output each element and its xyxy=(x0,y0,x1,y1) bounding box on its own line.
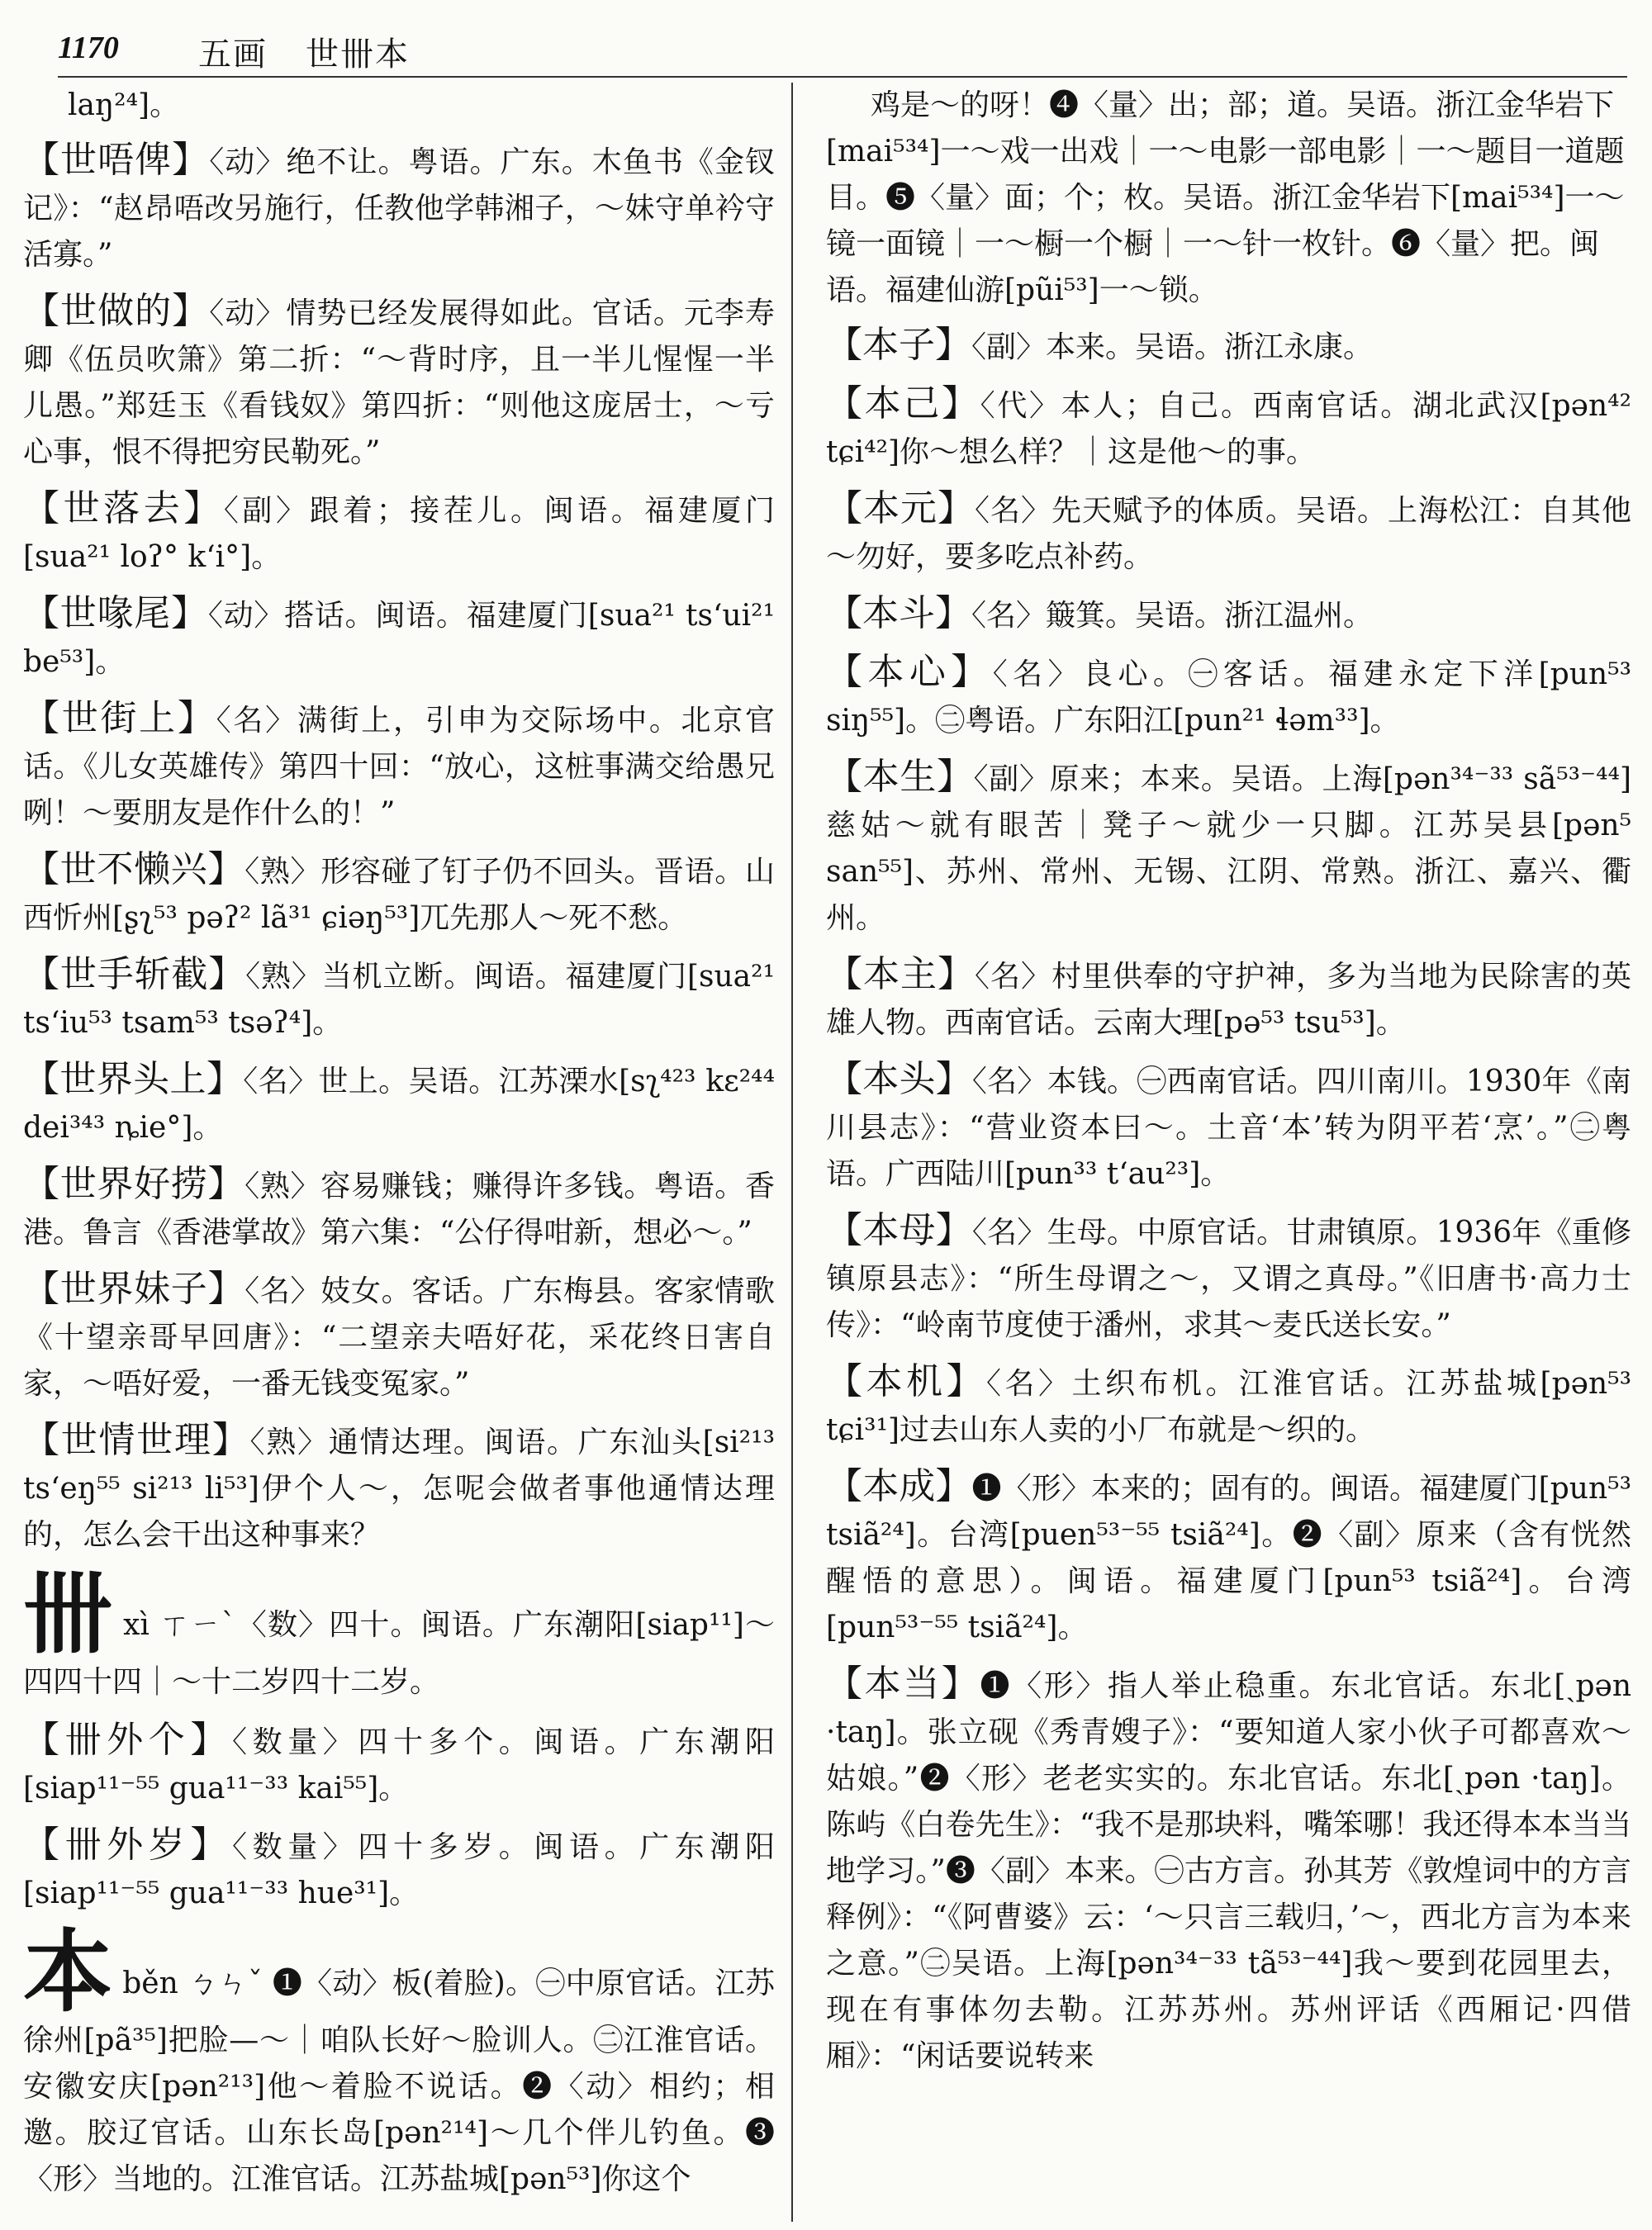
dictionary-entry xyxy=(23,1161,775,1256)
dictionary-entry xyxy=(23,951,775,1046)
dictionary-entry xyxy=(23,288,775,476)
definition-text: 〈数量〉四十多个。闽语。广东潮阳[siap¹¹⁻⁵⁵ gua¹¹⁻³³ kai⁵⁵]。 xyxy=(23,1725,775,1805)
dictionary-entry xyxy=(23,1056,775,1151)
dictionary-entry xyxy=(826,591,1631,639)
definition-text: 〈名〉良心。㊀客话。福建永定下洋[pun⁵³ siŋ⁵⁵]。㊁粤语。广东阳江[pun²¹ ɬəm³³]。 xyxy=(826,657,1631,738)
dictionary-entry xyxy=(23,486,775,581)
dictionary-entry xyxy=(826,1208,1631,1349)
headword: 【世街上】 xyxy=(23,697,216,739)
definition-text: 〈动〉搭话。闽语。福建厦门[sua²¹ tsʻui²¹ be⁵³]。 xyxy=(23,599,775,679)
headword: 【世界妹子】 xyxy=(23,1268,245,1310)
column-divider xyxy=(791,83,793,2222)
dictionary-entry xyxy=(23,137,775,278)
headword: 【世界头上】 xyxy=(23,1058,244,1100)
dictionary-entry xyxy=(826,951,1631,1046)
definition-text: 〈名〉簸箕。吴语。浙江温州。 xyxy=(971,599,1374,633)
definition-text: ❶〈形〉本来的；固有的。闽语。福建厦门[pun⁵³ tsiã²⁴]。台湾[puen⁵³⁻⁵⁵ tsiã²⁴]。❷〈副〉原来（含有恍然醒悟的意思）。闽语。福建厦门[pun⁵³ tsiã²⁴]。台湾[pun⁵³⁻⁵⁵ tsiã²⁴]。 xyxy=(826,1472,1632,1644)
headword: 【世手斩截】 xyxy=(23,953,246,995)
headword: 【世不懒兴】 xyxy=(23,848,245,890)
definition-text: 〈名〉生母。中原官话。甘肃镇原。1936年《重修镇原县志》：“所生母谓之～，又谓之真母。”《旧唐书·高力士传》：“岭南节度使于潘州，求其～麦氏送长安。” xyxy=(826,1216,1632,1342)
dictionary-entry xyxy=(23,1822,775,1917)
headword: 【本机】 xyxy=(826,1360,987,1402)
entry-continuation: laŋ²⁴]。 xyxy=(68,88,180,122)
headword: 【本心】 xyxy=(826,651,993,693)
dictionary-entry xyxy=(23,1717,775,1812)
definition-text: 〈数量〉四十多岁。闽语。广东潮阳[siap¹¹⁻⁵⁵ gua¹¹⁻³³ hue³¹]。 xyxy=(23,1830,775,1910)
headword: 【本主】 xyxy=(826,953,975,995)
entry-continuation: 鸡是～的呀！❹〈量〉出；部；道。吴语。浙江金华岩下[mai⁵³⁴]一～戏一出戏｜一～电影一部电影｜一～题目一道题目。❺〈量〉面；个；枚。吴语。浙江金华岩下[mai⁵³⁴]一～镜一面镜｜一～橱一个橱｜一～针一枚针。❻〈量〉把。闽语。福建仙游[pũi⁵³]一～锁。 xyxy=(826,88,1625,307)
left-column xyxy=(23,83,775,2214)
definition-text: 〈副〉跟着；接茬儿。闽语。福建厦门[sua²¹ loʔ° kʻi°]。 xyxy=(23,494,775,574)
dictionary-entry xyxy=(23,695,775,837)
dictionary-entry xyxy=(826,649,1631,744)
definition-text: 〈动〉情势已经发展得如此。官话。元李寿卿《伍员吹箫》第二折：“～背时序，且一半儿惺惺一半儿愚。”郑廷玉《看钱奴》第四折：“则他这庞居士，～亏心事，恨不得把穷民勒死。” xyxy=(23,297,775,469)
dictionary-entry xyxy=(826,1056,1631,1198)
head-characters: 世卌本 xyxy=(306,36,410,74)
definition-text: 〈副〉本来。吴语。浙江永康。 xyxy=(971,330,1374,364)
definition-text: 〈名〉满街上，引申为交际场中。北京官话。《儿女英雄传》第四十回：“放心，这桩事满交给愚兄咧！～要朋友是作什么的！” xyxy=(23,704,775,830)
right-column xyxy=(826,83,1631,2090)
dictionary-entry xyxy=(826,1464,1631,1651)
headword: 【世喙尾】 xyxy=(23,592,208,634)
headword: 【卌外个】 xyxy=(23,1719,232,1761)
headword: 【本元】 xyxy=(826,487,975,529)
dictionary-entry xyxy=(826,1661,1631,2080)
definition-text: 〈名〉先天赋予的体质。吴语。上海松江：自其他～勿好，要多吃点补药。 xyxy=(826,494,1631,574)
header-rule xyxy=(58,76,1627,78)
headword: 【本子】 xyxy=(826,324,971,366)
headword: 【世落去】 xyxy=(23,487,224,529)
headword: 【世做的】 xyxy=(23,290,210,332)
head-character: 卌 xyxy=(23,1562,114,1666)
section-label: 五画 xyxy=(198,36,268,74)
definition-text: 〈熟〉容易赚钱；赚得许多钱。粤语。香港。鲁言《香港掌故》第六集：“公仔得咁新，想必～。” xyxy=(23,1170,775,1250)
definition-text: 〈名〉村里供奉的守护神，多为当地为民除害的英雄人物。西南官话。云南大理[pə⁵³ tsu⁵³]。 xyxy=(826,960,1631,1040)
headword: 【本母】 xyxy=(826,1209,972,1251)
definition-text: 〈副〉原来；本来。吴语。上海[pən³⁴⁻³³ sã⁵³⁻⁴⁴]慈姑～就有眼苦｜凳子～就少一只脚。江苏吴县[pən⁵ san⁵⁵]、苏州、常州、无锡、江阴、常熟。浙江、嘉兴、衢州。 xyxy=(826,762,1631,935)
head-character: 本 xyxy=(23,1920,113,2024)
dictionary-entry xyxy=(23,847,775,942)
page-header xyxy=(58,23,1627,81)
headword: 【世唔俾】 xyxy=(23,139,210,181)
headword: 【世界好捞】 xyxy=(23,1163,245,1205)
headword: 【本斗】 xyxy=(826,592,971,634)
dictionary-entry xyxy=(826,322,1631,371)
headword: 【本当】 xyxy=(826,1663,980,1705)
definition-text: 〈名〉本钱。㊀西南官话。四川南川。1930年《南川县志》：“营业资本曰～。土音‘本’转为阴平若‘烹’。”㊁粤语。广西陆川[pun³³ tʻau²³]。 xyxy=(826,1065,1632,1191)
definition-text: 〈名〉世上。吴语。江苏溧水[sʅ⁴²³ kɛ²⁴⁴ dei³⁴³ ȵie°]。 xyxy=(23,1065,776,1145)
definition-text: 〈代〉本人；自己。西南官话。湖北武汉[pən⁴² tɕi⁴²]你～想么样？｜这是他～的事。 xyxy=(826,389,1632,469)
page-number: 1170 xyxy=(58,31,119,65)
head-character-entry xyxy=(23,1562,775,1706)
definition-text: ❶〈形〉指人举止稳重。东北官话。东北[ˏpən ·taŋ]。张立砚《秀青嫂子》：“要知道人家小伙子可都喜欢～姑娘。”❷〈形〉老老实实的。东北官话。东北[ˏpən ·taŋ]。陈屿《白卷先生》：“我不是那块料，嘴笨哪！我还得本本当当地学习。”❸〈副〉本来。㊀古方言。孙其芳《敦煌词中的方言释例》：“《阿曹婆》云：‘～只言三载归，’～，西北方言为本来之意。”㊁吴语。上海[pən³⁴⁻³³ tã⁵³⁻⁴⁴]我～要到花园里去，现在有事体勿去勒。江苏苏州。苏州评话《西厢记·四借厢》：“闲话要说转来 xyxy=(826,1669,1632,2073)
headword: 【本成】 xyxy=(826,1465,972,1507)
definition-text: 〈熟〉通情达理。闽语。广东汕头[si²¹³ tsʻeŋ⁵⁵ si²¹³ li⁵³]伊个人～，怎呢会做者事他通情达理的，怎么会干出这种事来？ xyxy=(23,1426,775,1552)
definition-text: 〈名〉土织布机。江淮官话。江苏盐城[pən⁵³ tɕi³¹]过去山东人卖的小厂布就是～织的。 xyxy=(826,1367,1631,1447)
definition-text: 〈动〉绝不让。粤语。广东。木鱼书《金钗记》：“赵昂唔改另施行，任教他学韩湘子，～妹守单衿守活寡。” xyxy=(23,145,775,272)
dictionary-entry xyxy=(826,486,1631,581)
headword: 【卌外岁】 xyxy=(23,1824,232,1866)
dictionary-entry xyxy=(23,1417,775,1559)
dictionary-entry xyxy=(826,754,1631,942)
headword: 【本头】 xyxy=(826,1058,972,1100)
head-character-entry xyxy=(23,1920,775,2203)
dictionary-entry xyxy=(826,381,1631,476)
dictionary-entry xyxy=(23,1266,775,1407)
dictionary-entry xyxy=(23,591,775,686)
definition-text: 〈熟〉当机立断。闽语。福建厦门[sua²¹ tsʻiu⁵³ tsam⁵³ tsəʔ⁴]。 xyxy=(23,960,775,1040)
definition-text: 〈熟〉形容碰了钉子仍不回头。晋语。山西忻州[ʂʅ⁵³ pəʔ² lã³¹ ɕiəŋ⁵³]兀先那人～死不愁。 xyxy=(23,855,775,935)
definition-text: běn ㄅㄣˇ ❶〈动〉板(着脸)。㊀中原官话。江苏徐州[pã³⁵]把脸—～｜咱队长好～脸训人。㊁江淮官话。安徽安庆[pən²¹³]他～着脸不说话。❷〈动〉相约；相邀。胶辽官话。山东长岛[pən²¹⁴]～几个伴儿钓鱼。❸〈形〉当地的。江淮官话。江苏盐城[pən⁵³]你这个 xyxy=(23,1967,775,2196)
definition-text: xì ㄒㄧˋ〈数〉四十。闽语。广东潮阳[siap¹¹]～四四十四｜～十二岁四十二岁。 xyxy=(23,1608,775,1699)
headword: 【世情世理】 xyxy=(23,1419,250,1461)
definition-text: 〈名〉妓女。客话。广东梅县。客家情歌《十望亲哥早回唐》：“二望亲夫唔好花，采花终日害自家，～唔好爱，一番无钱变冤家。” xyxy=(23,1274,775,1401)
headword: 【本己】 xyxy=(826,382,980,425)
dictionary-entry xyxy=(826,1359,1631,1454)
headword: 【本生】 xyxy=(826,756,974,798)
